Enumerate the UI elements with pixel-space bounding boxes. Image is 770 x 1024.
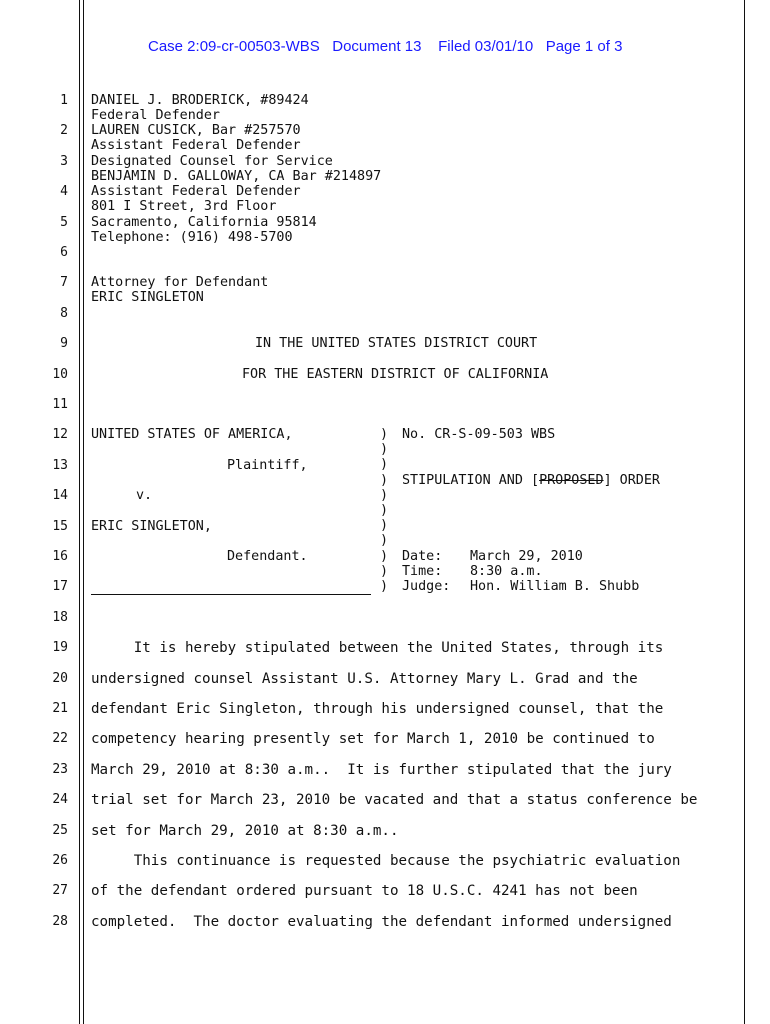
plaintiff-role: Plaintiff,	[227, 458, 308, 473]
counsel-line: Assistant Federal Defender	[91, 138, 301, 153]
line-number: 6	[60, 245, 68, 260]
left-margin-rule-inner	[83, 0, 84, 1024]
line-number: 17	[52, 579, 68, 594]
left-margin-rule-outer	[79, 0, 80, 1024]
right-margin-rule	[744, 0, 745, 1024]
counsel-line: DANIEL J. BRODERICK, #89424	[91, 93, 309, 108]
line-number: 7	[60, 275, 68, 290]
line-number: 18	[52, 610, 68, 625]
line-number: 22	[52, 731, 68, 746]
line-number: 28	[52, 914, 68, 929]
body-line: It is hereby stipulated between the United States, through its	[91, 640, 664, 656]
body-line: competency hearing presently set for March 1, 2010 be continued to	[91, 731, 655, 747]
line-number: 5	[60, 215, 68, 230]
hearing-time-label: Time:	[402, 564, 443, 579]
line-number: 8	[60, 306, 68, 321]
line-number: 12	[52, 427, 68, 442]
line-number: 3	[60, 154, 68, 169]
case-header: Case 2:09-cr-00503-WBS Document 13 Filed 03/01/10 Page 1 of 3	[148, 38, 623, 55]
body-line: undersigned counsel Assistant U.S. Attorney Mary L. Grad and the	[91, 671, 638, 687]
document-title-suffix: ] ORDER	[603, 473, 660, 488]
counsel-line: Assistant Federal Defender	[91, 184, 301, 199]
body-line: set for March 29, 2010 at 8:30 a.m..	[91, 823, 399, 839]
line-number: 21	[52, 701, 68, 716]
line-number: 9	[60, 336, 68, 351]
judge-label: Judge:	[402, 579, 451, 594]
line-number: 26	[52, 853, 68, 868]
counsel-line: BENJAMIN D. GALLOWAY, CA Bar #214897	[91, 169, 382, 184]
defendant-role: Defendant.	[227, 549, 308, 564]
body-line: defendant Eric Singleton, through his undersigned counsel, that the	[91, 701, 664, 717]
line-number: 23	[52, 762, 68, 777]
court-name: IN THE UNITED STATES DISTRICT COURT	[255, 336, 538, 351]
line-number: 14	[52, 488, 68, 503]
counsel-line: 801 I Street, 3rd Floor	[91, 199, 277, 214]
defendant-name: ERIC SINGLETON,	[91, 519, 212, 534]
court-district: FOR THE EASTERN DISTRICT OF CALIFORNIA	[242, 367, 549, 382]
line-number: 19	[52, 640, 68, 655]
attorney-for-client: ERIC SINGLETON	[91, 290, 204, 305]
attorney-for-line: Attorney for Defendant	[91, 275, 269, 290]
line-number: 24	[52, 792, 68, 807]
line-number: 13	[52, 458, 68, 473]
plaintiff-name: UNITED STATES OF AMERICA,	[91, 427, 293, 442]
counsel-line: Sacramento, California 95814	[91, 215, 317, 230]
line-number: 27	[52, 883, 68, 898]
body-line: of the defendant ordered pursuant to 18 U.S.C. 4241 has not been	[91, 883, 638, 899]
document-title-prefix: STIPULATION AND [	[402, 473, 540, 488]
judge-name: Hon. William B. Shubb	[470, 579, 640, 594]
hearing-date: March 29, 2010	[470, 549, 583, 564]
line-number: 16	[52, 549, 68, 564]
case-number: No. CR-S-09-503 WBS	[402, 427, 556, 442]
line-number: 15	[52, 519, 68, 534]
line-number: 20	[52, 671, 68, 686]
line-number: 4	[60, 184, 68, 199]
counsel-line: Telephone: (916) 498-5700	[91, 230, 293, 245]
caption-parentheses: ) ) ) ) ) ) ) ) ) ) )	[380, 427, 389, 595]
document-title	[402, 473, 660, 488]
body-line: March 29, 2010 at 8:30 a.m.. It is further stipulated that the jury	[91, 762, 672, 778]
body-line: completed. The doctor evaluating the defendant informed undersigned	[91, 914, 672, 930]
counsel-line: LAUREN CUSICK, Bar #257570	[91, 123, 301, 138]
line-number: 11	[52, 397, 68, 412]
versus: v.	[136, 488, 153, 503]
hearing-time: 8:30 a.m.	[470, 564, 543, 579]
counsel-line: Federal Defender	[91, 108, 220, 123]
body-line: This continuance is requested because the psychiatric evaluation	[91, 853, 681, 869]
line-number: 25	[52, 823, 68, 838]
counsel-line: Designated Counsel for Service	[91, 154, 333, 169]
body-line: trial set for March 23, 2010 be vacated and that a status conference be	[91, 792, 698, 808]
caption-underline	[91, 594, 371, 595]
document-title-struck: PROPOSED	[539, 473, 604, 488]
line-number: 1	[60, 93, 68, 108]
line-number: 2	[60, 123, 68, 138]
hearing-date-label: Date:	[402, 549, 443, 564]
line-number: 10	[52, 367, 68, 382]
